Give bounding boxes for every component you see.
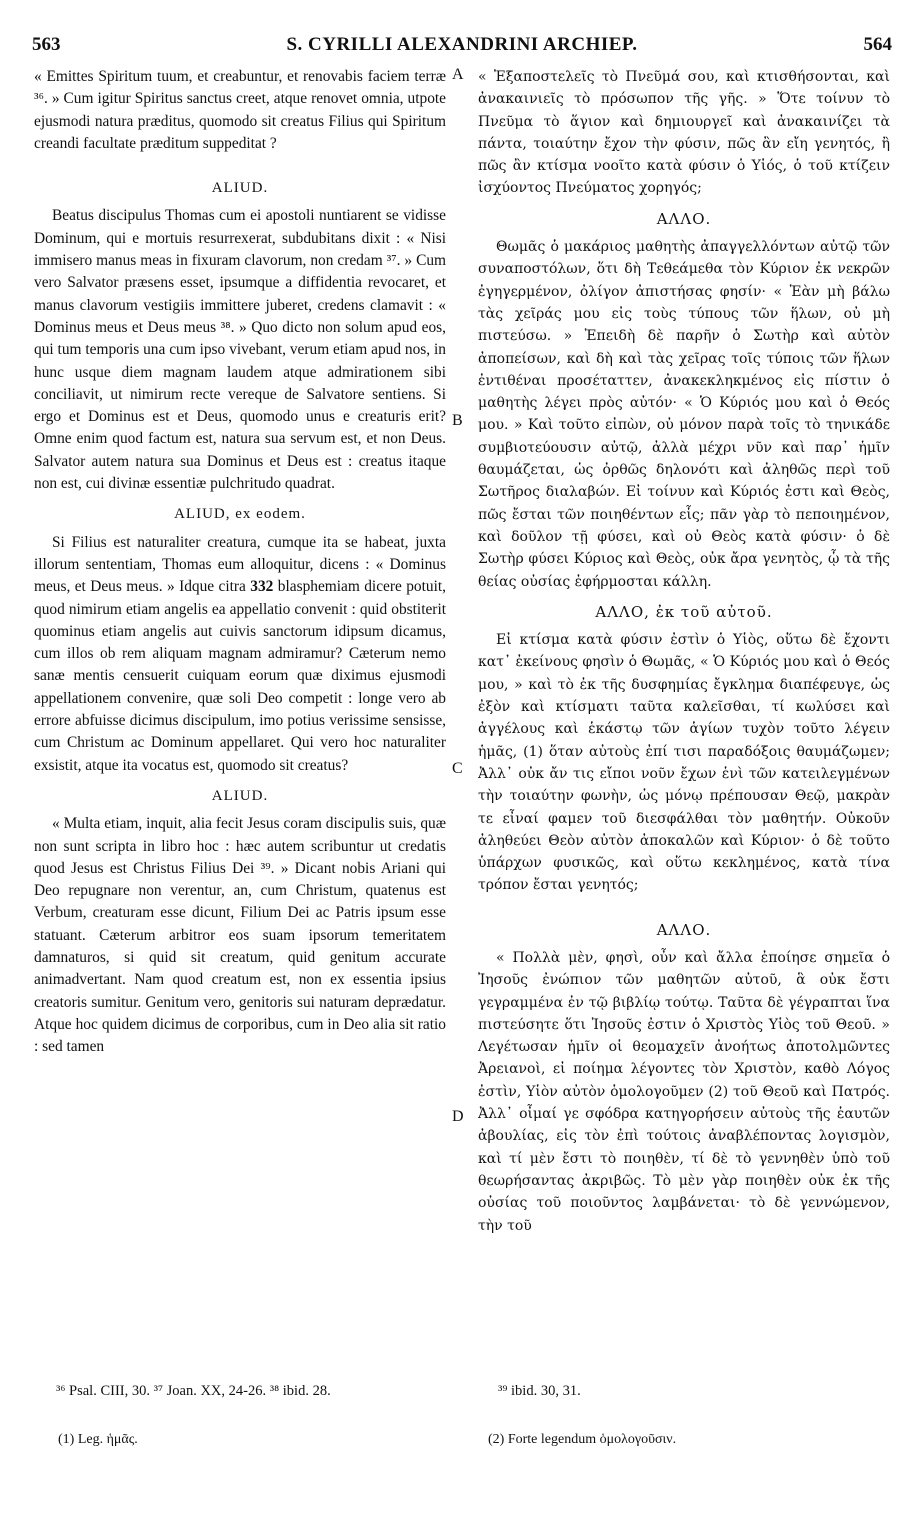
page-number-right: 564 <box>863 34 892 55</box>
footnote-left: ³⁶ Psal. CIII, 30. ³⁷ Joan. XX, 24-26. ³⁸ ibid. 28. <box>56 1383 331 1399</box>
greek-section-heading: ΑΛΛΟ. <box>656 920 712 939</box>
greek-paragraph: « Πολλὰ μὲν, φησὶ, οὖν καὶ ἄλλα ἐποίησε σημεῖα ὁ Ἰησοῦς ἐνώπιον τῶν μαθητῶν αὐτοῦ, ἃ οὐκ ἔστι γεγραμμένα ἐν τῷ βιβλίῳ τούτῳ. Ταῦτα δὲ γέγραπται ἵνα πιστεύσητε ὅτι Ἰησοῦς ἐστιν ὁ Χριστὸς Υἱὸς τοῦ Θεοῦ. » Λεγέτωσαν ἡμῖν οἱ θεομαχεῖν ἀνοήτως ἀποτολμῶντες Ἀρειανοὶ, εἰ ποίημα λέγοντες τὸν Χριστὸν, καθὸ Λόγος ἐστὶν, Υἱὸν αὐτὸν ὁμολογοῦμεν (2) τοῦ Θεοῦ καὶ Πατρός. Ἀλλ᾽ οἶμαί γε σφόδρα κατηγορήσειν αὐτοὺς τῆς ἑαυτῶν ἀβουλίας, εἰς τὸν ἐπὶ τούτοις ἀναβλέποντας λογισμὸν, καὶ τί μὲν ἔστι τὸ ποιηθὲν, τί δὲ τὸ γεννηθὲν ὑπὸ τοῦ θεωρήσαντας ἀκριβῶς. Τὸ μὲν γὰρ ποιηθὲν οὐκ ἐκ τῆς οὐσίας τοῦ ποιοῦντος λαμβάνεται· τὸ δὲ γεννώμενον, τὴν τοῦ <box>478 949 890 1234</box>
greek-paragraph: « Ἐξαποστελεῖς τὸ Πνεῦμά σου, καὶ κτισθήσονται, καὶ ἀνακαινιεῖς τὸ πρόσωπον τῆς γῆς. » Ὅτε τοίνυν τὸ Πνεῦμα τὸ ἅγιον καὶ δημιουργεῖ καὶ ἀνακαινίζει τὰ πάντα, τοιαύτην ἔχον τὴν φύσιν, πῶς ἂν εἴη γενητός, ἢ πῶς ἂν κτίσμα νοοῖτο κατὰ φύσιν ὁ Υἱός, ὁ τοῦ κτίζειν ἰσχύοντος Πνεύματος χορηγός; <box>478 69 890 197</box>
running-header <box>32 34 892 58</box>
latin-section-heading: ALIUD. <box>211 787 269 804</box>
greek-column <box>478 66 890 1237</box>
footnote-right: ³⁹ ibid. 30, 31. <box>498 1383 581 1399</box>
greek-paragraph: Θωμᾶς ὁ μακάριος μαθητὴς ἀπαγγελλόντων αὐτῷ τῶν συναποστόλων, ὅτι δὴ Τεθεάμεθα τὸν Κύριον ἐκ νεκρῶν ἐγηγερμένον, ὀλίγον ἀπιστήσας φησίν· « Ἐὰν μὴ βάλω τὰς χεῖράς μου εἰς τοὺς τύπους τῶν ἥλων, οὐ μὴ πιστεύσω. » Ἐπειδὴ δὲ παρῆν ὁ Σωτὴρ καὶ αὐτὸν ἀποπείσων, καὶ δὴ καὶ τὰς χεῖρας τοῖς τύποις τῶν ἥλων ἐντιθέναι προσέταττεν, ἀνακεκληκμένος εἰς πίστιν ὁ μαθητὴς λέγει πρὸς αὐτόν· « Ὁ Κύριός μου καὶ ὁ Θεός μου. » Καὶ τοῦτο εἰπὼν, οὐ μόνον παρὰ τοῖς τὸ τηνικάδε συμβιοτεύουσιν αὐτῷ, ἀλλὰ μέχρι νῦν καὶ παρ᾽ ἡμῖν θαυμάζεται, ὡς ὀρθῶς δηλονότι καὶ ἀληθῶς περὶ τοῦ Σωτῆρος διαλαβών. Εἰ τοίνυν καὶ Κύριός ἐστι καὶ Θεὸς, πῶς ἔσται τῶν ποιηθέντων εἷς; πᾶν γὰρ τὸ πεποιημένον, καὶ δοῦλον τῇ φύσει, καὶ οὐ Θεὸς κατὰ φύσιν· ὁ δὲ Σωτὴρ φύσει Κύριος καὶ Θεὸς, οὐκ ἄρα γενητὸς, ᾧ τὰ τῆς θείας οὐσίας ἐφήρμοσται κάλλη. <box>478 239 890 590</box>
latin-column <box>34 66 446 1058</box>
column-number: 332 <box>250 578 274 596</box>
latin-paragraph: « Multa etiam, inquit, alia fecit Jesus coram discipulis suis, quæ non sunt scripta in libro hoc : hæc autem scribuntur ut credatis quod Jesus est Christus Filius Dei ³⁹. » Dicant nobis Ariani qui Deo repugnare non verentur, an, cum Christum, quatenus est Verbum, creaturam esse dicunt, Filium Dei ac Patris ipsum esse statuant. Cæterum arbitror eos suam ipsorum temeritatem damnaturos, si quid sit creatum, quid genitum accurate animadvertant. Nam quod creatum est, non ex essentia ipsius creatoris sumitur. Genitum vero, genitoris sui naturam deprædatur. Atque hoc quidem dicimus de corporibus, cum in Deo alia sit ratio : sed tamen <box>34 815 446 1056</box>
note-right: (2) Forte legendum ὁμολογοῦσιν. <box>488 1432 677 1447</box>
latin-paragraph: « Emittes Spiritum tuum, et creabuntur, et renovabis faciem terræ ³⁶. » Cum igitur Spiritus sanctus creet, atque renovet omnia, utpote ejusmodi natura præditus, quomodo sit creatus Filius qui Spiritum creandi facultate præditum suppeditat ? <box>34 68 446 152</box>
greek-paragraph: Εἰ κτίσμα κατὰ φύσιν ἐστὶν ὁ Υἱὸς, οὕτω δὲ ἔχοντι κατ᾽ ἐκείνους φησὶν ὁ Θωμᾶς, « Ὁ Κύριός μου καὶ ὁ Θεός μου, » καὶ τὸ ἐκ τῆς δυσφημίας ἔγκλημα διαπέφευγε, ὡς ἐξὸν καὶ κτίσματι ταῦτα καλεῖσθαι, τί κωλύσει καὶ ἀγγέλους καὶ ἑκάστῳ τῶν ἁγίων τυχὸν τοῦτο λέγειν ἡμᾶς, (1) ὅταν αὐτοὺς ἐπί τισι παραδόξοις θαυμάζωμεν; Ἀλλ᾽ οὐκ ἄν τις εἴποι νοῦν ἔχων ἑνὶ τῶν κατειλεγμένων τὴν τοιαύτην φωνὴν, ὡς μόνῳ πρέπουσαν Θεῷ, μακρὰν τε εἶναί φαμεν τοῦ διεσφάλθαι τὸν μαθητήν. Οὐκοῦν ἀληθεύει Θεὸν αὐτὸν ἀποκαλῶν καὶ Κύριον· ὁ δὲ τοῦτο ὑπάρχων φυσικῶς, καὶ οὕτω κεκλημένος, κατὰ τίνα τρόπον ἔσται γενητός; <box>478 632 890 894</box>
latin-paragraph: Beatus discipulus Thomas cum ei apostoli nuntiarent se vidisse Dominum, qui e mortuis resurrexerat, subdubitans dixit : « Nisi immisero manus meas in fixuram clavorum, non credam ³⁷. » Cum vero Salvator præsens esset, ipsumque a diffidentia revocaret, et manus clavorum vestigiis immittere juberet, credens clamavit : « Dominus meus et Deus meus ³⁸. » Quo dicto non solum apud eos, qui tum temporis una cum ipso vivebant, verum etiam apud nos, in hunc usque diem magnam laudem atque admirationem sibi conciliavit, ut nimirum recte vereque de Salvatore sentiens. Si ergo et Dominus est et Deus, quomodo unus e creaturis erit? Omne enim quod factum est, natura sua servum est, et non Deus. Salvator autem natura sua Dominus et Deus est : creatus itaque non est, cui divinæ essentiæ pulchritudo quadrat. <box>34 207 446 493</box>
note-left: (1) Leg. ἡμᾶς. <box>58 1432 138 1447</box>
page-number-left: 563 <box>32 34 61 55</box>
section-marker-d: D <box>452 1108 464 1125</box>
latin-section-heading: ALIUD, ex eodem. <box>174 506 306 523</box>
greek-section-heading: ΑΛΛΟ, ἐκ τοῦ αὐτοῦ. <box>595 602 773 621</box>
latin-paragraph: Si Filius est naturaliter creatura, cumque ita se habeat, juxta illorum sententiam, Thomas eum alloquitur, dicens : « Dominus meus, et Deus meus. » Idque citra 332 blasphemiam dicere potuit, quod nimirum etiam angelis ea appellatio convenit : quid obstiterit quominus etiam angelis aut cuivis sanctorum idipsum dicamus, cum illos ob rem aliquam magnam admiramur? Cæterum nemo sanæ mentis censuerit cuiquam eorum quæ diximus ejusmodi appellationem convenire, quæ soli Deo competit : longe vero ab errore abfuisse dicimus discipulum, imo potius verissime sensisse, cum Christum ac Dominum appellaret. Qui vero hoc naturaliter exsistit, atque ita vocatus est, quomodo sit creatus? <box>34 533 446 774</box>
latin-section-heading: ALIUD. <box>211 180 269 197</box>
running-title: S. CYRILLI ALEXANDRINI ARCHIEP. <box>286 34 638 55</box>
greek-section-heading: ΑΛΛΟ. <box>656 209 712 228</box>
section-marker-b: B <box>452 412 463 429</box>
section-marker-c: C <box>452 760 463 777</box>
section-marker-a: A <box>452 66 464 83</box>
